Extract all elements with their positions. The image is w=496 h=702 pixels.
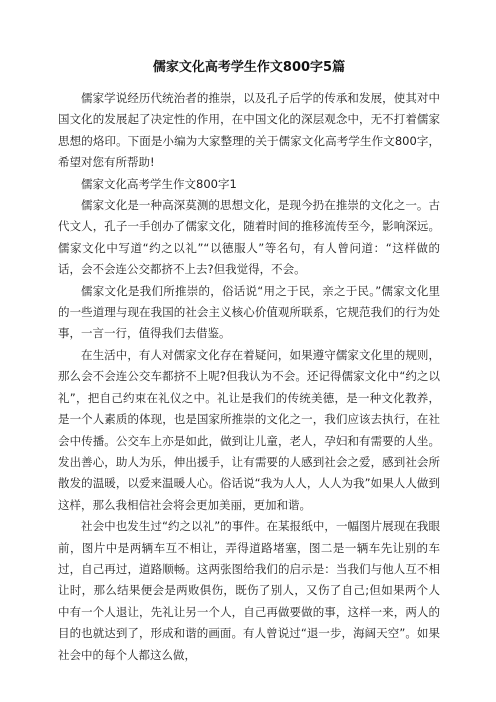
body-paragraph: 在生活中，有人对儒家文化存在着疑问，如果遵守儒家文化里的规则，那么会不会连公交车都挤不上呢?但我认为不会。还记得儒家文化中“约之以礼”，把自己约束在礼仪之中。礼让是我们的传统美德，是一种文化教养，是一个人素质的体现，也是国家所推崇的文化之一，我们应该去执行，在社会中传播。公交车上亦是如此，做到让儿童，老人，孕妇和有需要的人坐。发出善心，助人为乐，伸出援手，让有需要的人感到社会之爱，感到社会所散发的温暖，以爱来温暖人心。俗话说“我为人人，人人为我”如果人人做到这样，那么我相信社会将会更加美丽，更加和谐。: [58, 347, 440, 512]
document-title: 儒家文化高考学生作文800字5篇: [152, 60, 346, 75]
body-paragraph: 社会中也发生过“约之以礼”的事件。在某报纸中，一幅图片展现在我眼前，图片中是两辆车互不相让，弄得道路堵塞，图二是一辆车先让别的车过，自己再过，道路顺畅。这两张图给我们的启示是：当我们与他人互不相让时，那么结果便会是两败俱伤，既伤了别人，又伤了自己;但如果两个人中有一个人退让，先礼让另一个人，自己再做要做的事，这样一来，两人的目的也就达到了，形成和谐的画面。有人曾说过“退一步，海阔天空”。如果社会中的每个人都这么做，: [58, 519, 440, 662]
body-paragraph: 儒家文化是我们所推崇的，俗话说“用之于民，亲之于民。”儒家文化里的一些道理与现在我国的社会主义核心价值观所联系，它规范我们的行为处事，一言一行，值得我们去借鉴。: [58, 283, 440, 341]
body-paragraph: 儒家文化是一种高深莫测的思想文化，是现今扔在推崇的文化之一。古代文人，孔子一手创办了儒家文化，随着时间的推移流传至今，影响深远。儒家文化中写道“约之以礼”“以德服人”等名句，有人曾问道：“这样做的话，会不会连公交都挤不上去?但我觉得，不会。: [58, 198, 440, 277]
essay-subtitle: 儒家文化高考学生作文800字1: [81, 176, 237, 191]
intro-paragraph: 儒家学说经历代统治者的推崇，以及孔子后学的传承和发展，使其对中国文化的发展起了决定性的作用，在中国文化的深层观念中，无不打着儒家思想的烙印。下面是小编为大家整理的关于儒家文化高考学生作文800字，希望对您有所帮助!: [58, 91, 440, 170]
